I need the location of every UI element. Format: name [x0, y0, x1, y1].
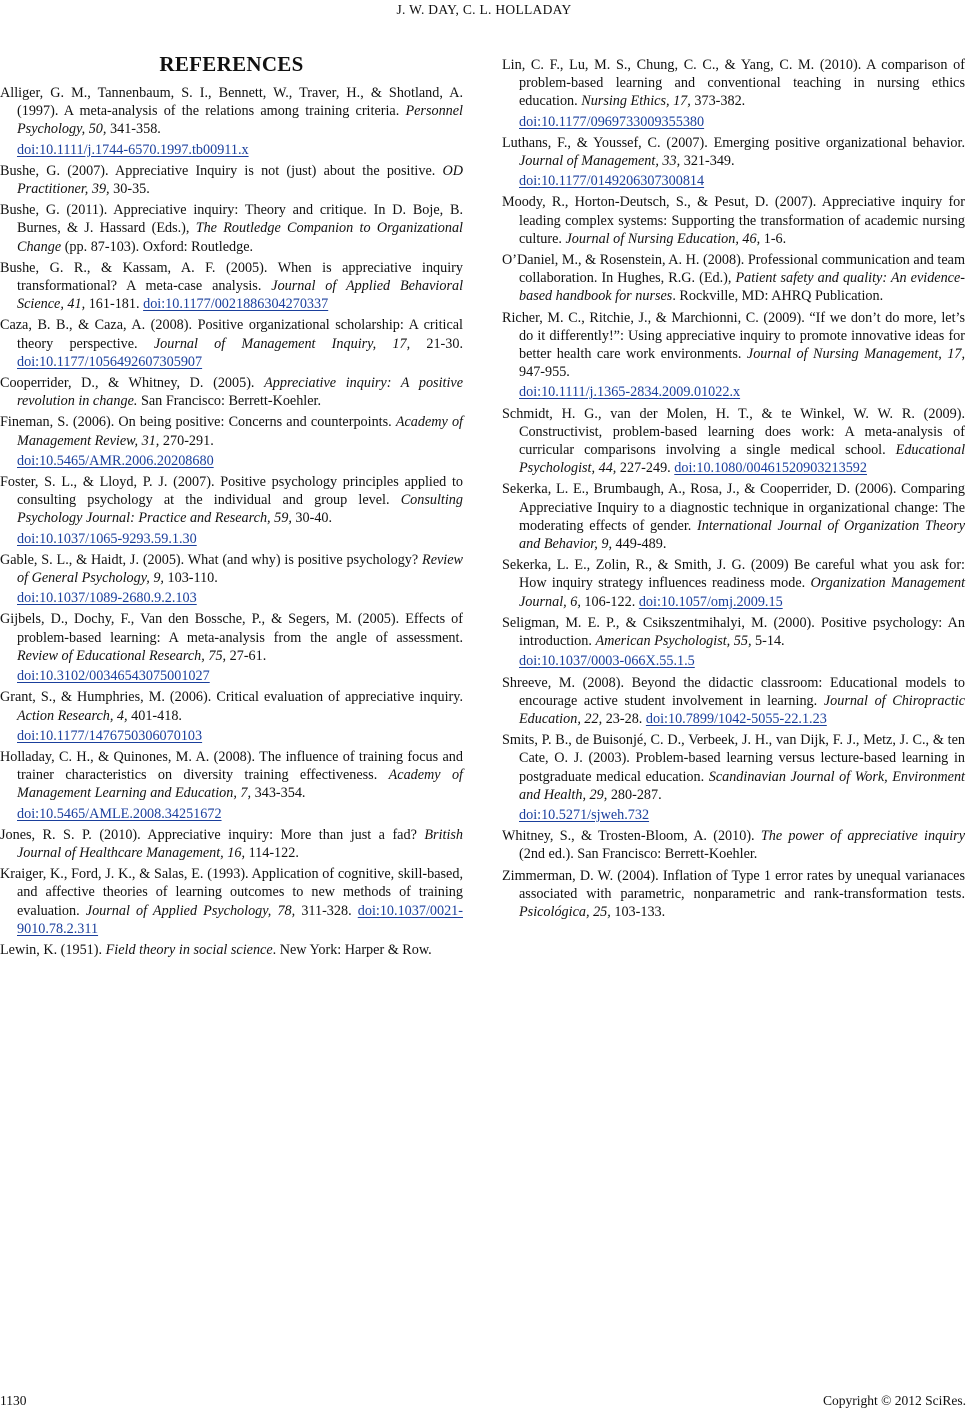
reference-pages: 341-358. — [106, 121, 161, 138]
reference-source: Nursing Ethics, 17, — [581, 93, 691, 110]
doi-link[interactable]: doi:10.1057/omj.2009.15 — [638, 593, 783, 610]
doi-link[interactable]: doi:10.1037/0021-9010.78.2.311 — [17, 902, 463, 937]
reference-pages: 21-30. — [410, 335, 464, 352]
reference-authors: Shreeve, M. (2008). Beyond the didactic classroom: Educational models to encourage active student involvement in learning. — [502, 674, 965, 709]
reference-authors: Gable, S. L., & Haidt, J. (2005). What (and why) is positive psychology? — [0, 551, 419, 568]
reference-source: Journal of Management, 33, — [519, 153, 681, 170]
doi-link[interactable]: doi:10.1111/j.1744-6570.1997.tb00911.x — [17, 141, 249, 158]
doi-link[interactable]: doi:10.1080/00461520903213592 — [674, 460, 867, 477]
reference-authors: Bushe, G. R., & Kassam, A. F. (2005). When is appreciative inquiry transformational? A meta-case analysis. — [0, 259, 463, 295]
reference-entry — [502, 193, 965, 248]
reference-pages: San Francisco: Berrett-Koehler. — [137, 393, 322, 410]
reference-entry — [0, 84, 463, 159]
reference-authors: Seligman, M. E. P., & Csikszentmihalyi, M. (2000). Positive psychology: An introduction. — [502, 614, 965, 650]
reference-entry — [502, 309, 965, 402]
reference-authors: Sekerka, L. E., Zolin, R., & Smith, J. G. (2009) Be careful what you ask for: How inquiry strategy influences readiness mode. — [502, 557, 965, 592]
reference-authors: Richer, M. C., Ritchie, J., & Marchionni, C. (2009). “If we don’t do more, let’s do it differently!”: Using appreciative inquiry to promote innovative ideas for better health care work environments. — [502, 309, 965, 363]
reference-list-left — [0, 84, 463, 959]
reference-source: Academy of Management Learning and Education, 7, — [17, 767, 463, 802]
reference-authors: Bushe, G. (2011). Appreciative inquiry: Theory and critique. In D. Boje, B. Burnes, & J. Hassard (Eds.), — [0, 202, 463, 237]
copyright-notice: Copyright © 2012 SciRes. — [822, 1393, 966, 1408]
reference-source: Review of General Psychology, 9, — [17, 551, 463, 587]
reference-entry — [0, 748, 463, 823]
reference-source: Scandinavian Journal of Work, Environment and Health, 29, — [519, 768, 966, 803]
doi-link[interactable]: doi:10.5465/AMLE.2008.34251672 — [17, 805, 222, 822]
reference-entry — [502, 480, 965, 553]
reference-source: International Journal of Organization Theory and Behavior, 9, — [519, 517, 966, 553]
page-number: 1130 — [0, 1393, 27, 1408]
reference-authors: Schmidt, H. G., van der Molen, H. T., & te Winkel, W. W. R. (2009). Constructivist, problem-based learning does work: A meta-analysis of curricular comparisons involving a single medical school. — [502, 405, 965, 459]
reference-pages: 27-61. — [226, 647, 267, 664]
references-column-left — [0, 52, 463, 962]
reference-entry — [502, 731, 965, 824]
reference-source: Review of Educational Research, 75, — [17, 647, 227, 664]
reference-entry — [0, 473, 463, 548]
reference-source: Action Research, 4, — [17, 707, 128, 724]
doi-link[interactable]: doi:10.1177/0149206307300814 — [519, 173, 705, 190]
reference-pages: 1-6. — [760, 230, 787, 247]
reference-list-right — [502, 56, 965, 921]
reference-authors: Gijbels, D., Dochy, F., Van den Bossche, P., & Segers, M. (2005). Effects of problem-based learning: A meta-analysis from the angle of assessment. — [0, 611, 463, 646]
reference-authors: Sekerka, L. E., Brumbaugh, A., Rosa, J., & Cooperrider, D. (2006). Comparing Appreciative Inquiry to a diagnostic technique in organizational change: The moderating effects of gender. — [502, 481, 965, 534]
reference-pages: 103-133. — [610, 903, 666, 920]
reference-entry — [0, 941, 463, 959]
reference-entry — [502, 134, 965, 191]
doi-link[interactable]: doi:10.5465/AMR.2006.20208680 — [17, 452, 214, 469]
reference-entry — [0, 688, 463, 745]
reference-pages: . Rockville, MD: AHRQ Publication. — [672, 288, 884, 305]
reference-authors: Zimmerman, D. W. (2004). Inflation of Type 1 error rates by unequal varianaces associated with parametric, nonparametric and rank-transformation tests. — [502, 867, 965, 902]
reference-authors: Alliger, G. M., Tannenbaum, S. I., Bennett, W., Traver, H., & Shotland, A. (1997). A meta-analysis of the relations among training criteria. — [0, 85, 463, 120]
doi-link[interactable]: doi:10.7899/1042-5055-22.1.23 — [645, 710, 827, 727]
reference-entry — [0, 865, 463, 938]
reference-pages: 947-955. — [519, 364, 570, 381]
reference-authors: Jones, R. S. P. (2010). Appreciative inquiry: More than just a fad? — [0, 826, 417, 843]
reference-authors: Caza, B. B., & Caza, A. (2008). Positive organizational scholarship: A critical theory perspective. — [0, 317, 463, 352]
reference-pages: . New York: Harper & Row. — [272, 941, 432, 958]
reference-entry — [0, 610, 463, 685]
doi-link[interactable]: doi:10.3102/00346543075001027 — [17, 668, 210, 685]
reference-source: Educational Psychologist, 44, — [519, 442, 966, 477]
reference-authors: Lewin, K. (1951). — [0, 941, 103, 958]
reference-pages: 373-382. — [690, 93, 746, 110]
reference-entry — [0, 551, 463, 608]
reference-source: Personnel Psychology, 50, — [17, 103, 463, 138]
reference-source: Academy of Management Review, 31, — [17, 414, 463, 449]
reference-entry — [0, 413, 463, 470]
reference-source: Appreciative inquiry: A positive revolution in change. — [17, 375, 463, 410]
reference-authors: Whitney, S., & Trosten-Bloom, A. (2010). — [502, 828, 755, 845]
reference-source: Patient safety and quality: An evidence-based handbook for nurses — [519, 270, 966, 305]
reference-entry — [502, 867, 965, 922]
reference-entry — [502, 56, 965, 131]
doi-link[interactable]: doi:10.1111/j.1365-2834.2009.01022.x — [519, 384, 741, 401]
reference-source: Psicológica, 25, — [519, 903, 611, 920]
reference-source: The Routledge Companion to Organizational Change — [17, 220, 463, 255]
reference-source: British Journal of Healthcare Management, 16, — [17, 826, 464, 861]
reference-pages: 161-181. — [85, 296, 144, 313]
reference-entry — [0, 374, 463, 410]
reference-source: Consulting Psychology Journal: Practice and Research, 59, — [17, 492, 463, 527]
reference-source: Organization Management Journal, 6, — [519, 575, 966, 610]
reference-pages: 106-122. — [580, 593, 639, 610]
reference-authors: O’Daniel, M., & Rosenstein, A. H. (2008). Professional communication and team collaboration. In Hughes, R.G. (Ed.), — [502, 252, 965, 287]
reference-pages: 227-249. — [616, 460, 675, 477]
reference-source: American Psychologist, 55, — [595, 633, 752, 650]
reference-pages: 401-418. — [127, 707, 182, 724]
reference-authors: Holladay, C. H., & Quinones, M. A. (2008). The influence of training focus and trainer characteristics on diversity training effectiveness. — [0, 748, 463, 784]
reference-pages: 449-489. — [612, 536, 667, 553]
reference-source: Journal of Nursing Management, 17, — [746, 346, 966, 363]
reference-entry — [502, 251, 965, 306]
reference-authors: Bushe, G. (2007). Appreciative Inquiry is not (just) about the positive. — [0, 162, 436, 179]
reference-source: Field theory in social science — [105, 941, 273, 958]
reference-authors: Kraiger, K., Ford, J. K., & Salas, E. (1993). Application of cognitive, skill-based, and affective theories of learning outcomes to new methods of training evaluation. — [0, 866, 463, 919]
doi-link[interactable]: doi:10.1177/0021886304270337 — [143, 296, 329, 313]
doi-link[interactable]: doi:10.1037/1065-9293.59.1.30 — [17, 530, 197, 547]
reference-pages: 30-40. — [291, 510, 333, 527]
reference-authors: Moody, R., Horton-Deutsch, S., & Pesut, D. (2007). Appreciative inquiry for leading complex systems: Supporting the transformation of academic nursing culture. — [502, 194, 965, 247]
reference-entry — [502, 614, 965, 671]
doi-link[interactable]: doi:10.1177/1476750306070103 — [17, 727, 203, 744]
reference-source: OD Practitioner, 39, — [17, 162, 463, 198]
reference-entry — [0, 826, 463, 862]
reference-source: Journal of Applied Behavioral Science, 41, — [17, 278, 464, 313]
reference-entry — [502, 827, 965, 863]
references-heading: REFERENCES — [159, 52, 304, 76]
reference-pages: 270-291. — [159, 432, 214, 449]
reference-authors: Luthans, F., & Youssef, C. (2007). Emerging positive organizational behavior. — [502, 134, 965, 151]
reference-authors: Lin, C. F., Lu, M. S., Chung, C. C., & Yang, C. M. (2010). A comparison of problem-based learning and conventional teaching in nursing ethics education. — [502, 57, 965, 110]
reference-source: Journal of Applied Psychology, 78, — [85, 902, 296, 919]
reference-pages: 114-122. — [245, 844, 299, 861]
reference-pages: (2nd ed.). San Francisco: Berrett-Koehler. — [519, 846, 758, 863]
reference-entry — [502, 556, 965, 611]
reference-entry — [502, 674, 965, 729]
running-header: J. W. DAY, C. L. HOLLADAY — [396, 2, 572, 17]
doi-link[interactable]: doi:10.1177/1056492607305907 — [17, 353, 203, 370]
reference-entry — [0, 259, 463, 314]
doi-link[interactable]: doi:10.1037/1089-2680.9.2.103 — [17, 590, 197, 607]
reference-pages: 321-349. — [680, 153, 735, 170]
reference-authors: Cooperrider, D., & Whitney, D. (2005). — [0, 375, 255, 392]
reference-pages: 103-110. — [163, 570, 218, 587]
reference-pages: 30-35. — [109, 181, 150, 198]
reference-source: Journal of Chiropractic Education, 22, — [519, 692, 965, 727]
reference-authors: Grant, S., & Humphries, M. (2006). Critical evaluation of appreciative inquiry. — [0, 689, 463, 706]
reference-pages: 280-287. — [607, 786, 662, 803]
reference-entry — [0, 162, 463, 198]
reference-pages: 5-14. — [751, 633, 785, 650]
reference-pages: 23-28. — [602, 710, 646, 727]
doi-link[interactable]: doi:10.5271/sjweh.732 — [519, 806, 650, 823]
reference-pages: (pp. 87-103). Oxford: Routledge. — [61, 238, 254, 255]
reference-authors: Smits, P. B., de Buisonjé, C. D., Verbeek, J. H., van Dijk, F. J., Metz, J. C., & ten Cate, O. J. (2003). Problem-based learning versus lecture-based learning in postgraduate medical education. — [502, 732, 965, 785]
doi-link[interactable]: doi:10.1037/0003-066X.55.1.5 — [519, 653, 695, 670]
reference-entry — [0, 201, 463, 256]
reference-source: Journal of Management Inquiry, 17, — [153, 335, 411, 352]
reference-entry — [502, 405, 965, 478]
reference-pages: 311-328. — [295, 902, 358, 919]
reference-authors: Fineman, S. (2006). On being positive: Concerns and counterpoints. — [0, 414, 392, 431]
references-column-right — [502, 56, 965, 924]
reference-source: Journal of Nursing Education, 46, — [565, 230, 761, 247]
reference-authors: Foster, S. L., & Lloyd, P. J. (2007). Positive psychology principles applied to consulting psychology at the individual and group level. — [0, 474, 463, 509]
reference-pages: 343-354. — [251, 785, 306, 802]
reference-source: The power of appreciative inquiry — [760, 828, 966, 845]
doi-link[interactable]: doi:10.1177/0969733009355380 — [519, 113, 705, 130]
reference-entry — [0, 316, 463, 371]
